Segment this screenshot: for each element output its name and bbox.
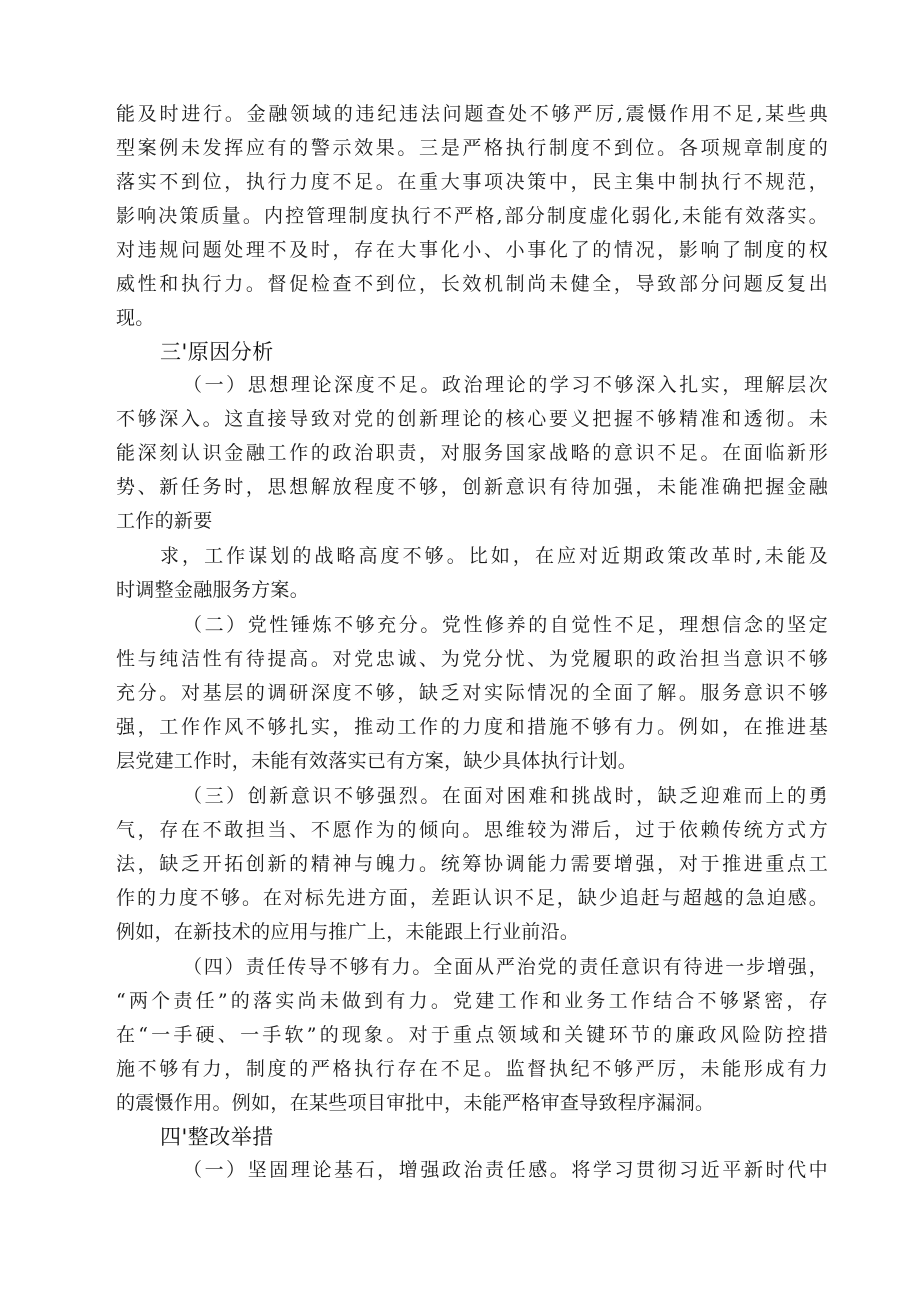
- text-line: 威性和执行力。督促检查不到位，长效机制尚未健全，导致部分问题反复出: [116, 273, 828, 295]
- text-line: 影响决策质量。内控管理制度执行不严格,部分制度虚化弱化,未能有效落实。: [116, 205, 828, 227]
- text-line: 能及时进行。金融领域的违纪违法问题查处不够严厉,震慑作用不足,某些典: [116, 103, 828, 125]
- section-heading-cause-analysis: 三'原因分析: [160, 340, 274, 364]
- text-line: 施不够有力，制度的严格执行存在不足。监督执纪不够严厉，未能形成有力: [116, 1058, 828, 1080]
- text-line: 例如，在新技术的应用与推广上，未能跟上行业前沿。: [116, 921, 580, 943]
- text-line: （四）责任传导不够有力。全面从严治党的责任意识有待进一步增强，: [183, 956, 828, 978]
- text-line: 法，缺乏开拓创新的精神与魄力。统筹协调能力需要增强，对于推进重点工: [116, 853, 828, 875]
- text-line: 工作的新要: [116, 510, 213, 532]
- text-line: （一）坚固理论基石，增强政治责任感。将学习贯彻习近平新时代中: [183, 1159, 828, 1181]
- text-line: 充分。对基层的调研深度不够，缺乏对实际情况的全面了解。服务意识不够: [116, 682, 828, 704]
- text-line: 在“一手硬、一手软”的现象。对于重点领域和关键环节的廉政风险防控措: [116, 1024, 828, 1046]
- text-line: 型案例未发挥应有的警示效果。三是严格执行制度不到位。各项规章制度的: [116, 137, 828, 159]
- text-line: （三）创新意识不够强烈。在面对困难和挑战时，缺乏迎难而上的勇: [183, 785, 828, 807]
- text-line: “两个责任”的落实尚未做到有力。党建工作和业务工作结合不够紧密，存: [116, 990, 828, 1012]
- text-line: 势、新任务时，思想解放程度不够，创新意识有待加强，未能准确把握金融: [116, 476, 828, 498]
- text-line: 求，工作谋划的战略高度不够。比如，在应对近期政策改革时,未能及: [160, 545, 828, 567]
- text-line: 不够深入。这直接导致对党的创新理论的核心要义把握不够精准和透彻。未: [116, 408, 828, 430]
- text-line: （一）思想理论深度不足。政治理论的学习不够深入扎实，理解层次: [183, 374, 828, 396]
- text-line: 现。: [116, 307, 155, 329]
- text-line: 对违规问题处理不及时，存在大事化小、小事化了的情况，影响了制度的权: [116, 239, 828, 261]
- text-line: 层党建工作时，未能有效落实已有方案，缺少具体执行计划。: [116, 750, 638, 772]
- text-line: 强，工作作风不够扎实，推动工作的力度和措施不够有力。例如，在推进基: [116, 716, 828, 738]
- text-line: 时调整金融服务方案。: [116, 579, 310, 601]
- text-line: 气，存在不敢担当、不愿作为的倾向。思维较为滞后，过于依赖传统方式方: [116, 819, 828, 841]
- text-line: 作的力度不够。在对标先进方面，差距认识不足，缺少追赶与超越的急迫感。: [116, 887, 828, 909]
- text-line: 能深刻认识金融工作的政治职责，对服务国家战略的意识不足。在面临新形: [116, 442, 828, 464]
- text-line: （二）党性锤炼不够充分。党性修养的自觉性不足，理想信念的坚定: [183, 614, 828, 636]
- text-line: 的震慑作用。例如，在某些项目审批中，未能严格审查导致程序漏洞。: [116, 1092, 715, 1114]
- section-heading-rectification-measures: 四'整改举措: [160, 1125, 274, 1149]
- text-line: 性与纯洁性有待提高。对党忠诚、为党分忧、为党履职的政治担当意识不够: [116, 648, 828, 670]
- text-line: 落实不到位，执行力度不足。在重大事项决策中，民主集中制执行不规范，: [116, 171, 828, 193]
